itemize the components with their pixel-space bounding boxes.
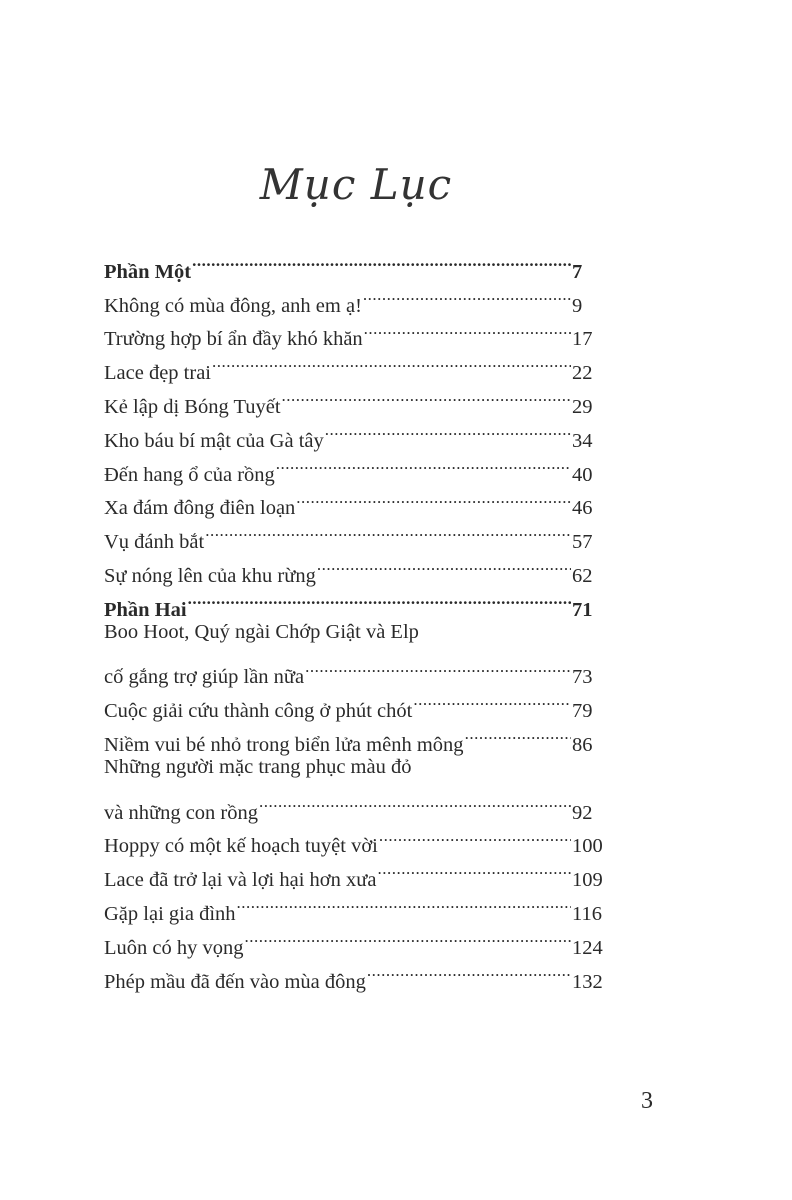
toc-entry-label: Luôn có hy vọng [104, 936, 244, 959]
dot-leader [188, 582, 571, 616]
toc-entry-label: Lace đã trở lại và lợi hại hơn xưa [104, 869, 377, 892]
toc-entry-label: Kho báu bí mật của Gà tây [104, 429, 324, 452]
table-of-contents [104, 244, 610, 993]
dot-leader [377, 852, 571, 886]
toc-entry-label: Hoppy có một kế hoạch tuyệt vời [104, 835, 378, 858]
toc-entry-label: Đến hang ổ của rồng [104, 463, 275, 486]
toc-page-number: 124 [572, 936, 603, 959]
toc-entry-label: Lace đẹp trai [104, 362, 211, 385]
toc-page-number: 100 [572, 835, 603, 858]
dot-leader [465, 717, 571, 751]
toc-entry-label: Sự nóng lên của khu rừng [104, 564, 316, 587]
toc-section-heading [104, 244, 610, 283]
toc-page-number: 57 [572, 531, 593, 554]
toc-entry-label: Những người mặc trang phục màu đỏ [104, 755, 412, 778]
dot-leader [205, 514, 571, 548]
dot-leader [276, 447, 571, 481]
toc-entry-first-line [104, 751, 610, 785]
toc-page-number: 17 [572, 328, 593, 351]
dot-leader [317, 548, 571, 582]
toc-entry-label: Kẻ lập dị Bóng Tuyết [104, 395, 281, 418]
toc-page-number: 73 [572, 666, 593, 689]
toc-entry-first-line [104, 616, 610, 650]
toc-entry-label: Xa đám đông điên loạn [104, 497, 296, 520]
dot-leader [296, 481, 571, 515]
toc-page-number: 40 [572, 463, 593, 486]
toc-entry [104, 785, 610, 824]
dot-leader [282, 379, 571, 413]
dot-leader [367, 954, 571, 988]
toc-page-number: 71 [572, 598, 593, 621]
toc-page-number: 62 [572, 564, 593, 587]
toc-entry-label: Boo Hoot, Quý ngài Chớp Giật và Elp [104, 620, 419, 643]
toc-page-number: 132 [572, 970, 603, 993]
page-title: Mục Lục [259, 160, 453, 209]
toc-page-number: 86 [572, 733, 593, 756]
toc-page-number: 109 [572, 869, 603, 892]
toc-page-number: 79 [572, 700, 593, 723]
dot-leader [364, 312, 571, 346]
toc-entry-label: Vụ đánh bắt [104, 531, 205, 554]
toc-page-number: 116 [572, 902, 602, 925]
toc-page-number: 34 [572, 429, 593, 452]
dot-leader [363, 278, 571, 312]
toc-page-number: 22 [572, 362, 593, 385]
toc-entry-label: Niềm vui bé nhỏ trong biển lửa mênh mông [104, 733, 464, 756]
toc-entry-label: Phần Hai [104, 598, 187, 621]
dot-leader [379, 819, 571, 853]
toc-entry-label: Phép mầu đã đến vào mùa đông [104, 970, 366, 993]
toc-entry-label: Gặp lại gia đình [104, 902, 236, 925]
toc-entry [104, 650, 610, 689]
toc-entry-label: Phần Một [104, 260, 192, 283]
dot-leader [237, 886, 571, 920]
toc-page-number: 7 [572, 260, 583, 283]
dot-leader [192, 244, 571, 278]
toc-entry-label: Cuộc giải cứu thành công ở phút chót [104, 700, 413, 723]
toc-entry-label: và những con rồng [104, 801, 259, 824]
page-number: 3 [641, 1088, 653, 1114]
toc-page-number: 29 [572, 395, 593, 418]
dot-leader [413, 683, 571, 717]
toc-page-number: 46 [572, 497, 593, 520]
toc-page-number: 92 [572, 801, 593, 824]
dot-leader [259, 785, 571, 819]
dot-leader [212, 345, 571, 379]
dot-leader [245, 920, 572, 954]
toc-entry-label: Trường hợp bí ẩn đầy khó khăn [104, 328, 363, 351]
toc-page-number: 9 [572, 294, 583, 317]
dot-leader [325, 413, 571, 447]
toc-entry-label: cố gắng trợ giúp lần nữa [104, 666, 305, 689]
dot-leader [305, 650, 571, 684]
toc-entry-label: Không có mùa đông, anh em ạ! [104, 294, 362, 317]
